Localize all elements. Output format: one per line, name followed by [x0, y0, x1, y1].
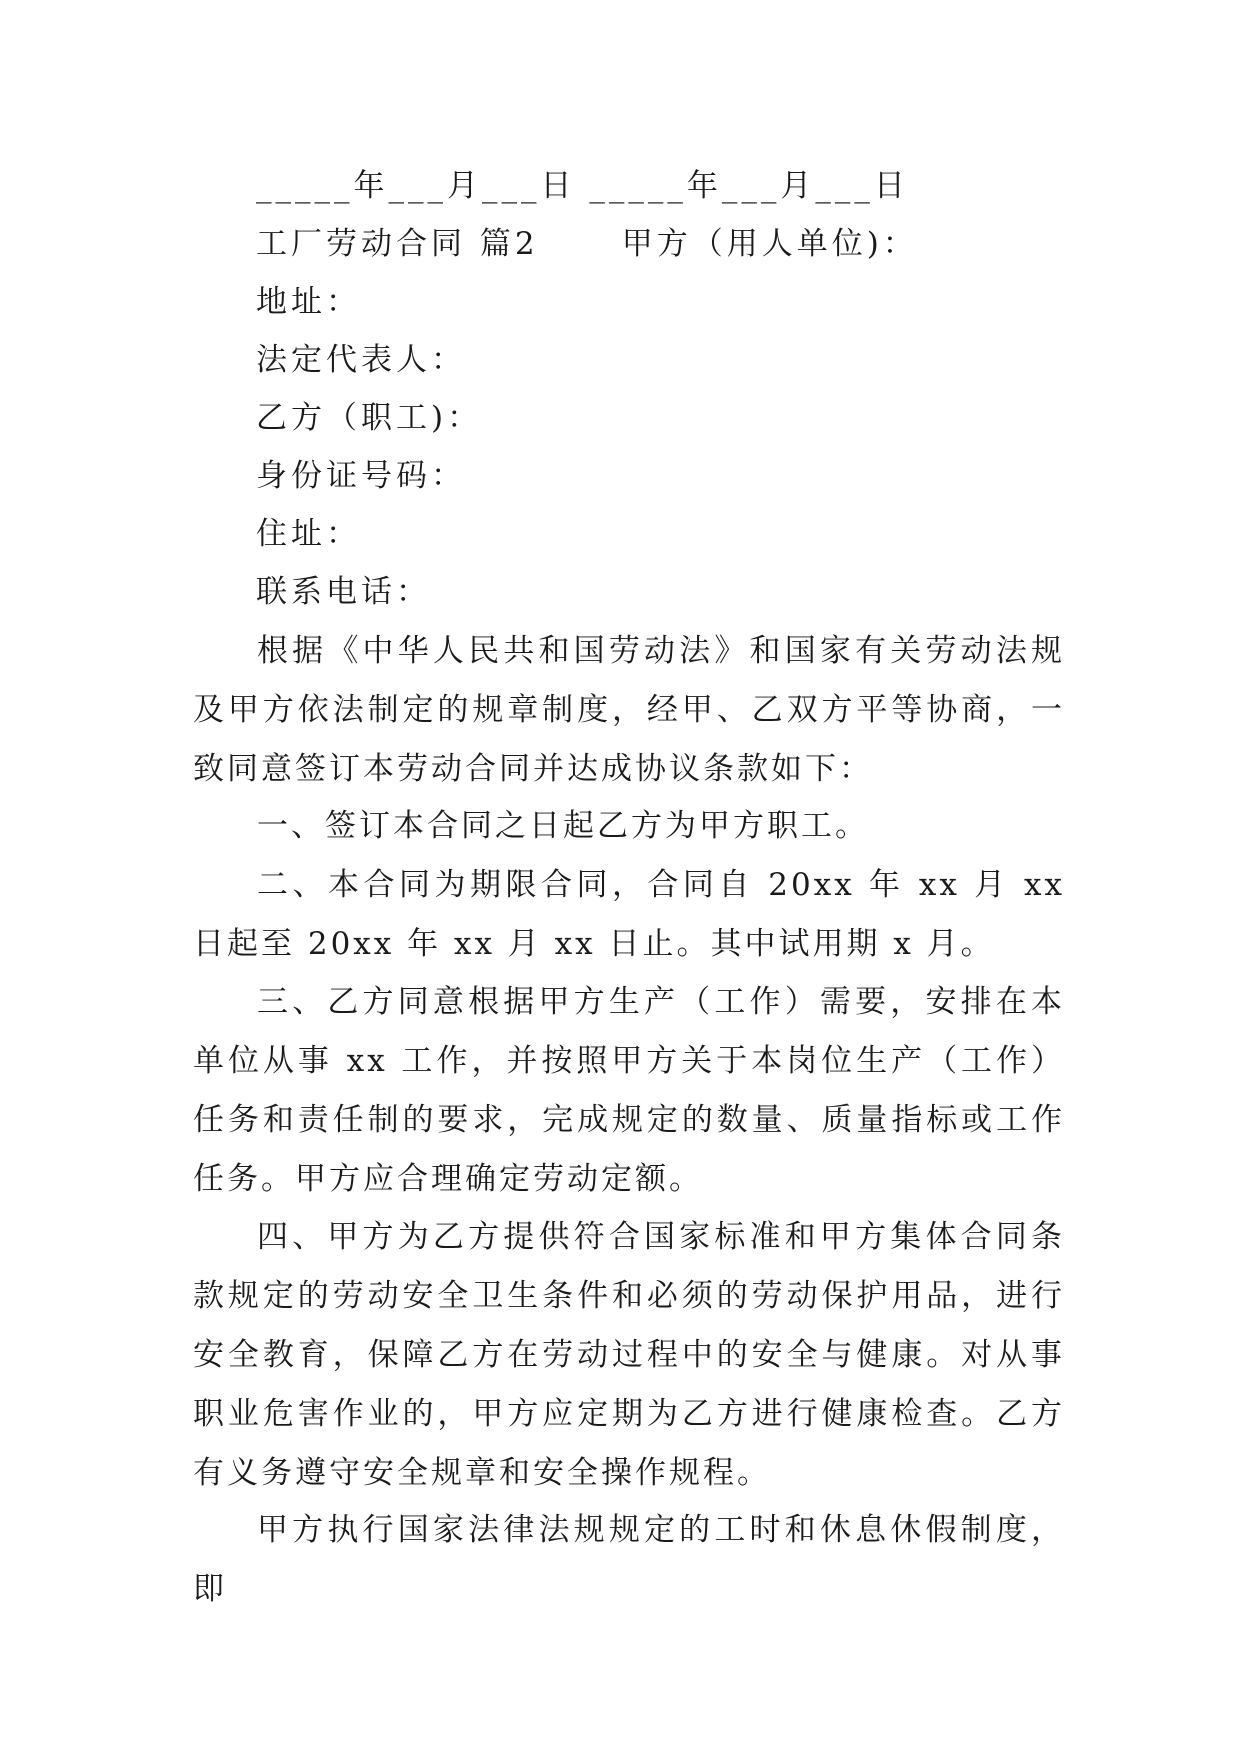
contract-title-line: 工厂劳动合同 篇2 甲方（用人单位)： [256, 226, 918, 262]
clause-2-paragraph: 二、本合同为期限合同，合同自 20xx 年 xx 月 xx 日起至 20xx 年 xx 月 xx 日止。其中试用期 x 月。 [193, 867, 1065, 962]
date-line: _____年___月___日 _____年___月___日 [256, 168, 909, 204]
party-b-field: 乙方（职工)： [256, 400, 483, 436]
intro-paragraph: 根据《中华人民共和国劳动法》和国家有关劳动法规及甲方依法制定的规章制度，经甲、乙双方平等协商，一致同意签订本劳动合同并达成协议条款如下： [193, 633, 1065, 787]
clause-4-paragraph: 四、甲方为乙方提供符合国家标准和甲方集体合同条款规定的劳动安全卫生条件和必须的劳动保护用品，进行安全教育，保障乙方在劳动过程中的安全与健康。对从事职业危害作业的，甲方应定期为乙方进行健康检查。乙方有义务遵守安全规章和安全操作规程。 [193, 1219, 1065, 1491]
clause-1-paragraph: 一、签订本合同之日起乙方为甲方职工。 [257, 808, 869, 844]
clause-3-paragraph: 三、乙方同意根据甲方生产（工作）需要，安排在本单位从事 xx 工作，并按照甲方关于本岗位生产（工作）任务和责任制的要求，完成规定的数量、质量指标或工作任务。甲方应合理确定劳动定额。 [193, 984, 1065, 1197]
working-hours-paragraph: 甲方执行国家法律法规规定的工时和休息休假制度，即 [193, 1512, 1065, 1607]
legal-representative-field: 法定代表人： [256, 342, 466, 378]
id-number-field: 身份证号码： [256, 458, 466, 494]
address-field: 地址： [256, 284, 361, 320]
residence-field: 住址： [256, 516, 361, 552]
phone-field: 联系电话： [256, 574, 431, 610]
